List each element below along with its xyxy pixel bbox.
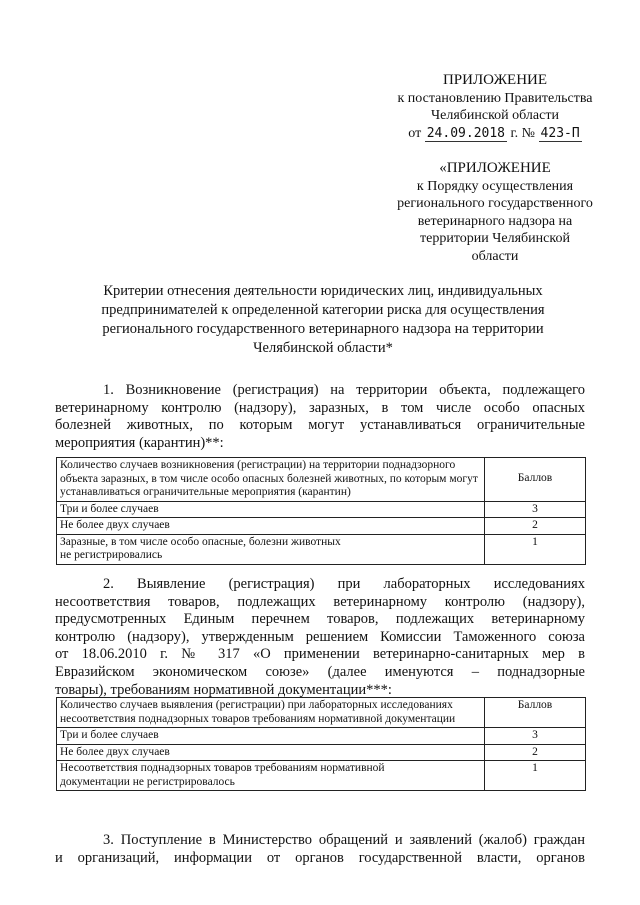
paragraph-line: предусмотренных Единым перечнем товаров, подлежащих ветеринарному bbox=[55, 611, 585, 628]
table-row bbox=[57, 744, 586, 761]
paragraph-line: и организаций, информации от органов государственной власти, органов bbox=[55, 849, 585, 866]
points-header-cell: Баллов bbox=[485, 458, 586, 502]
table-cell-points: 2 bbox=[485, 744, 586, 761]
table-cell-label: Заразные, в том числе особо опасные, болезни животных не регистрировались bbox=[57, 534, 485, 564]
table-cell-label: Три и более случаев bbox=[57, 501, 485, 518]
from-label: от bbox=[408, 125, 422, 141]
paragraph-line: несоответствия товаров, подлежащих ветеринарному контролю (надзору), bbox=[55, 593, 585, 610]
decree-number: 423-П bbox=[540, 125, 580, 141]
appendix-line-2: Челябинской области bbox=[431, 108, 559, 123]
paragraph-line: 2. Выявление (регистрация) при лабораторных исследованиях bbox=[103, 576, 585, 592]
appendix-header bbox=[380, 72, 610, 142]
paragraph-line: болезней животных, по которым могут устанавливаться ограничительные bbox=[55, 417, 585, 434]
table-row bbox=[57, 518, 586, 535]
table-cell-points: 3 bbox=[485, 501, 586, 518]
criteria-title-line: Критерии отнесения деятельности юридических лиц, индивидуальных bbox=[103, 283, 543, 299]
paragraph-line: ветеринарному контролю (надзору), заразных, в том числе особо опасных bbox=[55, 399, 585, 416]
points-header-cell: Баллов bbox=[485, 698, 586, 728]
criteria-title bbox=[78, 282, 568, 358]
table-header-cell: Количество случаев возникновения (регистрации) на территории поднадзорного объекта заразных, в том числе особо опасных болезней животных, по которым могут устанавливаться ограничительные мероприятия (карантин) bbox=[57, 458, 485, 502]
appendix-line-1: к постановлению Правительства bbox=[397, 90, 593, 106]
year-number-label: г. № bbox=[510, 125, 536, 141]
table-header-cell: Количество случаев выявления (регистрации) при лабораторных исследованиях несоответствия поднадзорных товаров требованиям нормативной документации bbox=[57, 698, 485, 728]
paragraph-line: контролю (надзору), утвержденным решением Комиссии Таможенного союза bbox=[55, 628, 585, 645]
table-row bbox=[57, 534, 586, 564]
table-row bbox=[57, 501, 586, 518]
table-cell-label: Не более двух случаев bbox=[57, 744, 485, 761]
appendix-to-procedure bbox=[380, 160, 610, 265]
appendix-title: ПРИЛОЖЕНИЕ bbox=[442, 72, 548, 88]
paragraph-line: от 18.06.2010 г. № 317 «О применении ветеринарно-санитарных мер в bbox=[55, 646, 585, 663]
criteria-table-2 bbox=[56, 697, 586, 791]
appendix-procedure-line: области bbox=[471, 248, 519, 264]
criteria-table-1 bbox=[56, 457, 586, 565]
criteria-title-line: предпринимателей к определенной категории риска для осуществления bbox=[101, 302, 545, 318]
appendix-procedure-title: «ПРИЛОЖЕНИЕ bbox=[439, 160, 551, 176]
appendix-procedure-line: территории Челябинской bbox=[420, 231, 570, 246]
paragraph-line: 1. Возникновение (регистрация) на территории объекта, подлежащего bbox=[103, 382, 585, 398]
table-cell-points: 1 bbox=[485, 761, 586, 791]
decree-date: 24.09.2018 bbox=[426, 125, 506, 141]
paragraph-2 bbox=[55, 576, 585, 699]
table-cell-label: Не более двух случаев bbox=[57, 518, 485, 535]
table-header-row bbox=[57, 698, 586, 728]
table-cell-points: 3 bbox=[485, 728, 586, 745]
paragraph-line: 3. Поступление в Министерство обращений и заявлений (жалоб) граждан bbox=[103, 832, 585, 848]
table-cell-label: Три и более случаев bbox=[57, 728, 485, 745]
paragraph-line: Евразийском экономическом союзе» (далее именуются – поднадзорные bbox=[55, 663, 585, 680]
table-cell-points: 2 bbox=[485, 518, 586, 535]
appendix-procedure-line: к Порядку осуществления bbox=[416, 178, 574, 194]
paragraph-line: товары), требованиям нормативной документации***: bbox=[55, 681, 392, 698]
table-row bbox=[57, 728, 586, 745]
appendix-date-line bbox=[380, 125, 610, 143]
table-header-row bbox=[57, 458, 586, 502]
table-cell-points: 1 bbox=[485, 534, 586, 564]
appendix-procedure-line: регионального государственного bbox=[397, 196, 593, 211]
criteria-title-line: Челябинской области* bbox=[253, 340, 393, 356]
paragraph-3 bbox=[55, 832, 585, 867]
paragraph-line: мероприятия (карантин)**: bbox=[55, 434, 224, 451]
table-cell-label: Несоответствия поднадзорных товаров требованиям нормативной документации не регистрировалось bbox=[57, 761, 485, 791]
table-row bbox=[57, 761, 586, 791]
paragraph-1 bbox=[55, 382, 585, 452]
appendix-procedure-line: ветеринарного надзора на bbox=[417, 213, 573, 229]
criteria-title-line: регионального государственного ветеринарного надзора на территории bbox=[102, 321, 544, 337]
